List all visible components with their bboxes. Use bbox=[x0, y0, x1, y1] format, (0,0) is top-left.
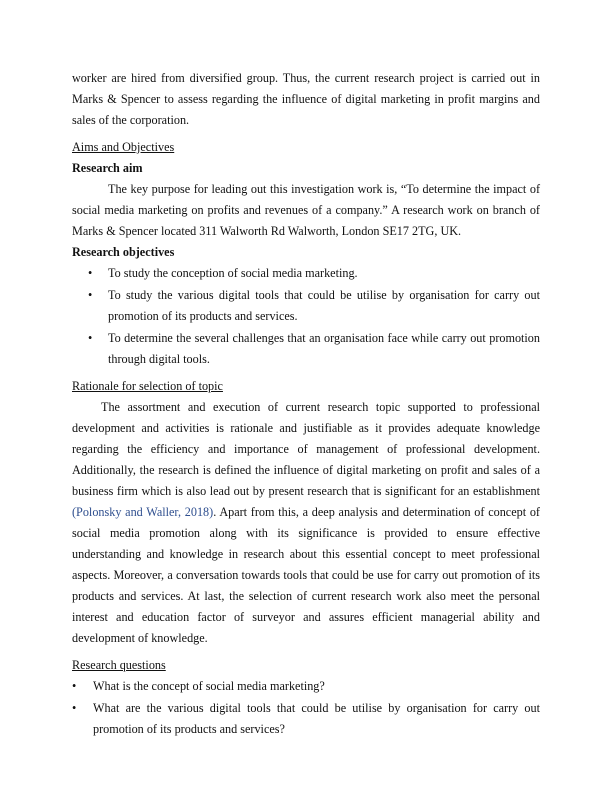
research-questions-heading: Research questions bbox=[72, 658, 166, 672]
objectives-list bbox=[72, 263, 540, 370]
bullet-icon: • bbox=[88, 266, 93, 280]
rationale-text-end: . Apart from this, a deep analysis and determination of concept of social media promotion along with its significance is provided to ensure effective understanding and knowledge in research about this essential concept to meet professional aspects. Moreover, a conversation towards tools that could be use for carry out promotion of its products and services. At last, the selection of current research work also meet the personal interest and education factor of surveyor and assures efficient managerial ability and development of knowledge. bbox=[72, 505, 540, 645]
questions-list bbox=[72, 676, 540, 740]
rationale-heading: Rationale for selection of topic bbox=[72, 379, 223, 393]
bullet-icon: • bbox=[72, 701, 77, 715]
rationale-text-start: The assortment and execution of current research topic supported to professional development and activities is rationale and justifiable as it provides adequate knowledge regarding the efficiency and importance of management of professional development. Additionally, the research is defined the influence of digital marketing on profit and sales of a business firm which is also lead out by present research that is significant for an establishment bbox=[72, 400, 540, 498]
citation-link[interactable]: (Polonsky and Waller, 2018) bbox=[72, 505, 214, 519]
list-item bbox=[72, 263, 540, 284]
document-body bbox=[72, 68, 540, 741]
list-item bbox=[72, 285, 540, 327]
bullet-icon: • bbox=[88, 288, 93, 302]
objective-text: To determine the several challenges that an organisation face while carry out promotion through digital tools. bbox=[108, 331, 540, 366]
objective-text: To study the conception of social media marketing. bbox=[108, 266, 358, 280]
bullet-icon: • bbox=[72, 679, 77, 693]
aims-heading: Aims and Objectives bbox=[72, 140, 175, 154]
list-item bbox=[72, 328, 540, 370]
question-text: What is the concept of social media marketing? bbox=[93, 679, 325, 693]
intro-paragraph: worker are hired from diversified group. Thus, the current research project is carried out in Marks & Spencer to assess regarding the influence of digital marketing in profit margins and sales of the corporation. bbox=[72, 71, 540, 127]
list-item bbox=[72, 698, 540, 740]
research-aim-paragraph: The key purpose for leading out this investigation work is, “To determine the impact of social media marketing on profits and revenues of a company.” A research work on branch of Marks & Spencer located 311 Walworth Rd Walworth, London SE17 2TG, UK. bbox=[72, 182, 540, 238]
question-text: What are the various digital tools that could be utilise by organisation for carry out promotion of its products and services? bbox=[93, 701, 540, 736]
list-item bbox=[72, 676, 540, 697]
research-aim-heading: Research aim bbox=[72, 161, 143, 175]
objective-text: To study the various digital tools that could be utilise by organisation for carry out promotion of its products and services. bbox=[108, 288, 540, 323]
research-objectives-heading: Research objectives bbox=[72, 245, 175, 259]
bullet-icon: • bbox=[88, 331, 93, 345]
rationale-paragraph bbox=[72, 397, 540, 649]
